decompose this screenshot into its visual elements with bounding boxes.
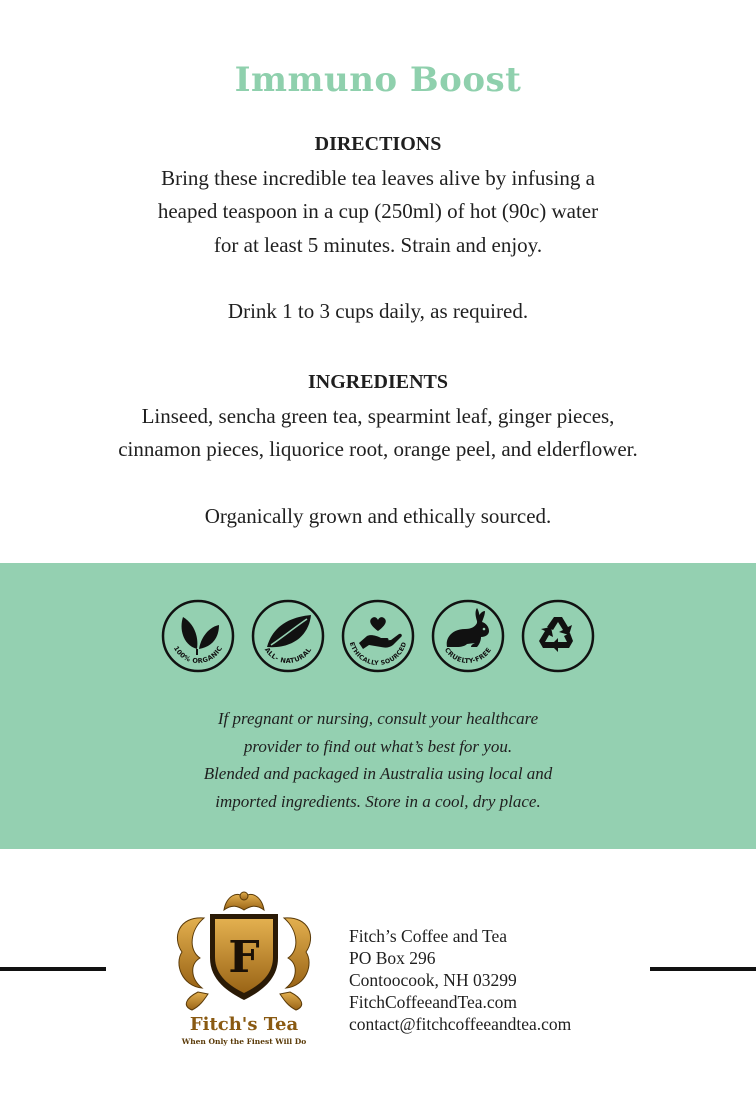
city-state-zip: Contoocook, NH 03299 [349, 970, 517, 990]
dosage-text [0, 295, 756, 329]
badge-organic [161, 599, 235, 673]
logo-tagline: When Only the Finest Will Do [181, 1037, 307, 1046]
directions-line: heaped teaspoon in a cup (250ml) of hot (90c) water [157, 199, 599, 223]
dosage-line: Drink 1 to 3 cups daily, as required. [227, 299, 529, 323]
badge-cruelty-free [431, 599, 505, 673]
recycle-icon [539, 617, 573, 652]
svg-text:CRUELTY-FREE [443, 646, 493, 665]
sourcing-text [0, 500, 756, 534]
heart-hand-icon [359, 617, 402, 649]
ingredients-section [0, 366, 756, 467]
logo-name: Fitch's Tea [189, 1014, 299, 1035]
leaf-icon [267, 615, 311, 647]
badge-recycle [521, 599, 595, 673]
po-box: PO Box 296 [349, 948, 436, 968]
left-divider [0, 967, 106, 971]
badge-label: ALL- NATURAL [262, 645, 314, 666]
crest-icon [168, 888, 320, 1012]
warning-text [0, 705, 756, 815]
warning-line: If pregnant or nursing, consult your healthcare [217, 709, 539, 728]
product-title: Immuno Boost [234, 60, 522, 100]
company-name: Fitch’s Coffee and Tea [349, 926, 508, 946]
logo-letter: F [228, 932, 260, 983]
organic-leaves-icon [182, 617, 219, 655]
rabbit-icon [447, 608, 489, 647]
ingredients-heading: INGREDIENTS [307, 371, 449, 393]
badge-all-natural [251, 599, 325, 673]
ingredients-line: Linseed, sencha green tea, spearmint leaf, ginger pieces, [141, 403, 615, 428]
badge-ethically-sourced [341, 599, 415, 673]
directions-heading: DIRECTIONS [314, 133, 442, 155]
sourcing-line: Organically grown and ethically sourced. [204, 504, 552, 528]
badge-label: ETHICALLY SOURCED [347, 641, 409, 668]
warning-line: Blended and packaged in Australia using local and [203, 764, 553, 783]
svg-text:ALL- NATURAL [263, 646, 314, 665]
badge-row [0, 599, 756, 679]
website-link[interactable]: FitchCoffeeandTea.com [349, 992, 518, 1012]
svg-text:100% ORGANIC [172, 645, 224, 665]
badge-label: CRUELTY-FREE [442, 646, 494, 666]
directions-line: for at least 5 minutes. Strain and enjoy. [213, 232, 543, 257]
right-divider [650, 967, 756, 971]
info-band [0, 563, 756, 849]
badge-label: 100% ORGANIC [171, 644, 225, 666]
warning-line: provider to find out what’s best for you. [243, 736, 513, 756]
ingredients-line: cinnamon pieces, liquorice root, orange peel, and elderflower. [118, 437, 638, 461]
directions-line: Bring these incredible tea leaves alive by infusing a [161, 165, 595, 190]
email-link[interactable]: contact@fitchcoffeeandtea.com [349, 1014, 572, 1034]
warning-line: imported ingredients. Store in a cool, dry place. [215, 791, 541, 811]
contact-block [349, 925, 571, 1035]
directions-section [0, 128, 756, 262]
